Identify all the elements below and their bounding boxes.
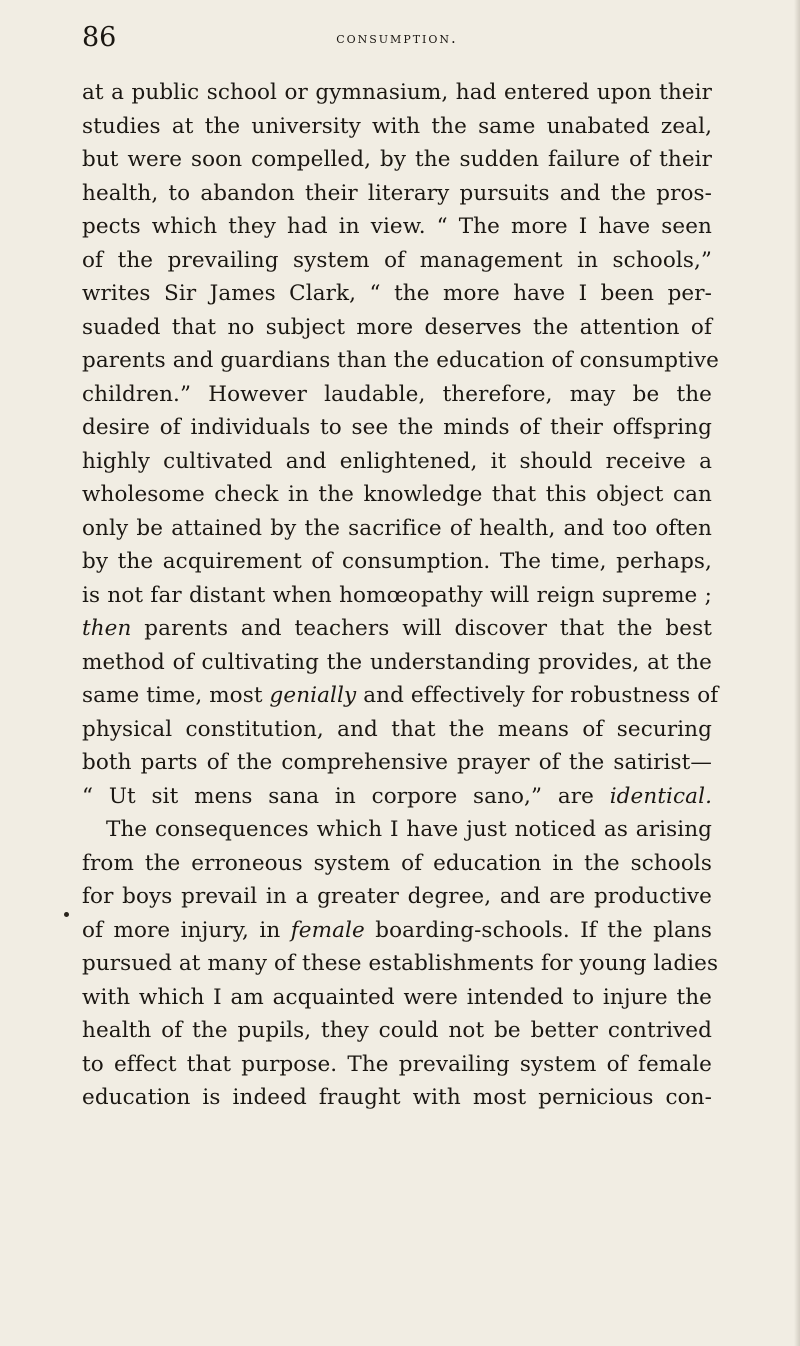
text-line: pects which they had in view. “ The more I have seen	[82, 214, 712, 239]
text-line: parents and guardians than the education of consumptive	[82, 348, 719, 373]
text-line: children.” However laudable, therefore, may be the	[82, 381, 712, 407]
text-line: from the erroneous system of education in the schools	[82, 850, 712, 876]
italic-text: genially	[269, 683, 357, 708]
text-line: only be attained by the sacrifice of health, and too often	[82, 515, 712, 541]
text-line: education is indeed fraught with most pernicious con-	[82, 1085, 712, 1110]
text-line: both parts of the comprehensive prayer of the satirist—	[82, 750, 712, 775]
text-line: with which I am acquainted were intended to injure the	[82, 984, 712, 1010]
text-line: physical constitution, and that the means of securing	[82, 716, 712, 742]
paragraph-start-line: The consequences which I have just noticed as arising	[106, 817, 712, 842]
page-number: 86	[82, 22, 117, 53]
text-line: then parents and teachers will discover that the best	[82, 616, 712, 641]
text-line: but were soon compelled, by the sudden failure of their	[82, 147, 712, 172]
running-title: consumption.	[336, 29, 458, 47]
italic-text: female	[290, 917, 365, 943]
text-line: wholesome check in the knowledge that this object can	[82, 482, 712, 507]
text-line: “ Ut sit mens sana in corpore sano,” are identical.	[82, 783, 712, 809]
body-text	[82, 76, 719, 1115]
text-line: to effect that purpose. The prevailing system of female	[82, 1051, 712, 1077]
text-line: same time, most genially and effectively for robustness of	[82, 683, 719, 708]
text-line: is not far distant when homœopathy will reign supreme ;	[82, 582, 712, 608]
margin-dot-mark	[64, 912, 69, 917]
text-line: method of cultivating the understanding provides, at the	[82, 649, 712, 675]
text-line: pursued at many of these establishments for young ladies	[82, 951, 719, 976]
text-line: writes Sir James Clark, “ the more have I been per-	[82, 281, 712, 306]
text-line: for boys prevail in a greater degree, and are productive	[82, 884, 712, 909]
text-line: of the prevailing system of management in schools,”	[82, 247, 712, 273]
text-line: of more injury, in female boarding-schools. If the plans	[82, 917, 712, 943]
text-line: health of the pupils, they could not be better contrived	[82, 1018, 712, 1043]
text-line: desire of individuals to see the minds of their offspring	[82, 415, 712, 440]
text-line: by the acquirement of consumption. The time, perhaps,	[82, 549, 712, 574]
text-line: studies at the university with the same unabated zeal,	[82, 113, 712, 139]
text-line: at a public school or gymnasium, had entered upon their	[82, 80, 712, 105]
running-head	[82, 22, 712, 54]
page-edge-shadow	[794, 0, 800, 1346]
italic-text: then	[82, 616, 132, 641]
text-line: highly cultivated and enlightened, it should receive a	[82, 448, 712, 474]
italic-text: identical.	[609, 783, 712, 809]
text-line: suaded that no subject more deserves the attention of	[82, 314, 712, 340]
text-line: health, to abandon their literary pursuits and the pros-	[82, 180, 712, 206]
